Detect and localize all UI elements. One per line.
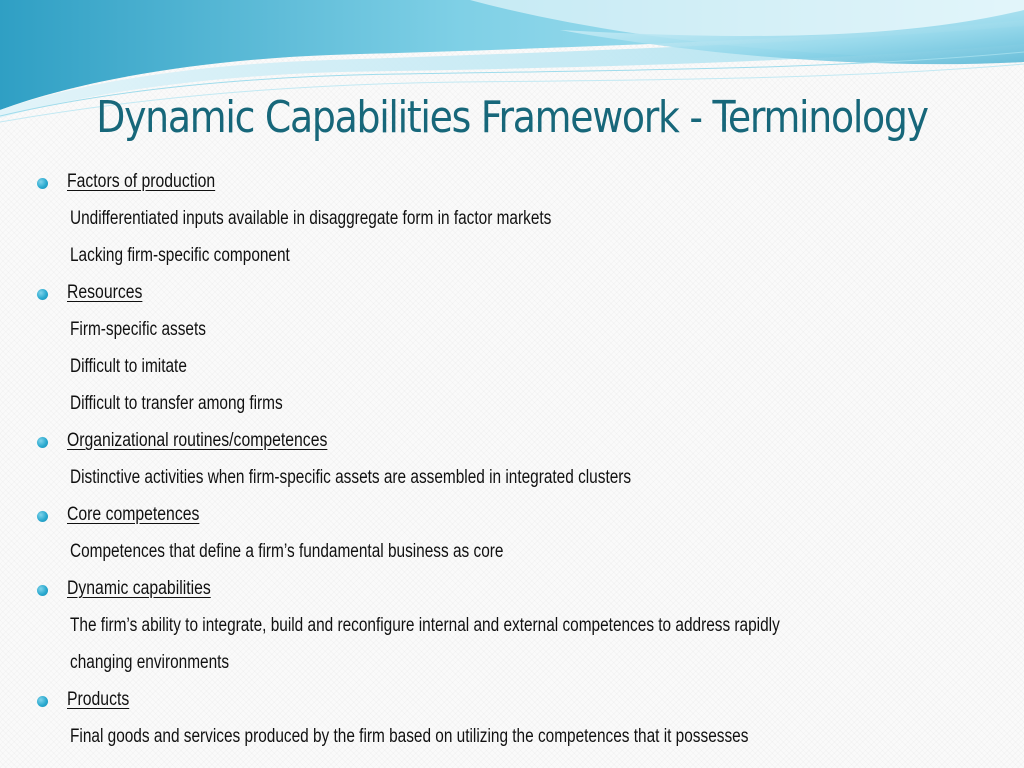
bullet-dot-icon bbox=[37, 178, 48, 189]
list-item bbox=[0, 388, 1024, 425]
term-heading: Dynamic capabilities bbox=[67, 578, 211, 599]
list-item bbox=[0, 351, 1024, 388]
list-item bbox=[0, 721, 1024, 758]
list-item bbox=[0, 166, 1024, 203]
term-description: Final goods and services produced by the firm based on utilizing the competences that it possesses bbox=[70, 726, 749, 747]
term-description: Difficult to imitate bbox=[70, 356, 187, 377]
list-item bbox=[0, 314, 1024, 351]
term-heading: Resources bbox=[67, 282, 143, 303]
list-item bbox=[0, 684, 1024, 721]
term-heading: Core competences bbox=[67, 504, 200, 525]
list-item bbox=[0, 647, 1024, 684]
list-item bbox=[0, 240, 1024, 277]
list-item bbox=[0, 462, 1024, 499]
term-heading: Factors of production bbox=[67, 171, 216, 192]
bullet-dot-icon bbox=[37, 511, 48, 522]
list-item bbox=[0, 203, 1024, 240]
list-item bbox=[0, 499, 1024, 536]
bullet-dot-icon bbox=[37, 289, 48, 300]
term-description: Difficult to transfer among firms bbox=[70, 393, 283, 414]
term-description: Lacking firm-specific component bbox=[70, 245, 290, 266]
list-item bbox=[0, 277, 1024, 314]
term-description: Competences that define a firm’s fundamental business as core bbox=[70, 541, 504, 562]
bullet-dot-icon bbox=[37, 585, 48, 596]
terminology-list bbox=[0, 166, 1024, 758]
term-heading: Organizational routines/competences bbox=[67, 430, 328, 451]
term-description: Distinctive activities when firm-specific assets are assembled in integrated clusters bbox=[70, 467, 632, 488]
list-item bbox=[0, 573, 1024, 610]
slide-title: Dynamic Capabilities Framework - Terminology bbox=[96, 92, 928, 143]
term-description: The firm’s ability to integrate, build and reconfigure internal and external competences to address rapidly bbox=[70, 615, 780, 636]
list-item bbox=[0, 536, 1024, 573]
term-description: Firm-specific assets bbox=[70, 319, 206, 340]
term-description: Undifferentiated inputs available in disaggregate form in factor markets bbox=[70, 208, 552, 229]
bullet-dot-icon bbox=[37, 437, 48, 448]
term-description: changing environments bbox=[70, 652, 230, 673]
bullet-dot-icon bbox=[37, 696, 48, 707]
term-heading: Products bbox=[67, 689, 130, 710]
list-item bbox=[0, 425, 1024, 462]
list-item bbox=[0, 610, 1024, 647]
